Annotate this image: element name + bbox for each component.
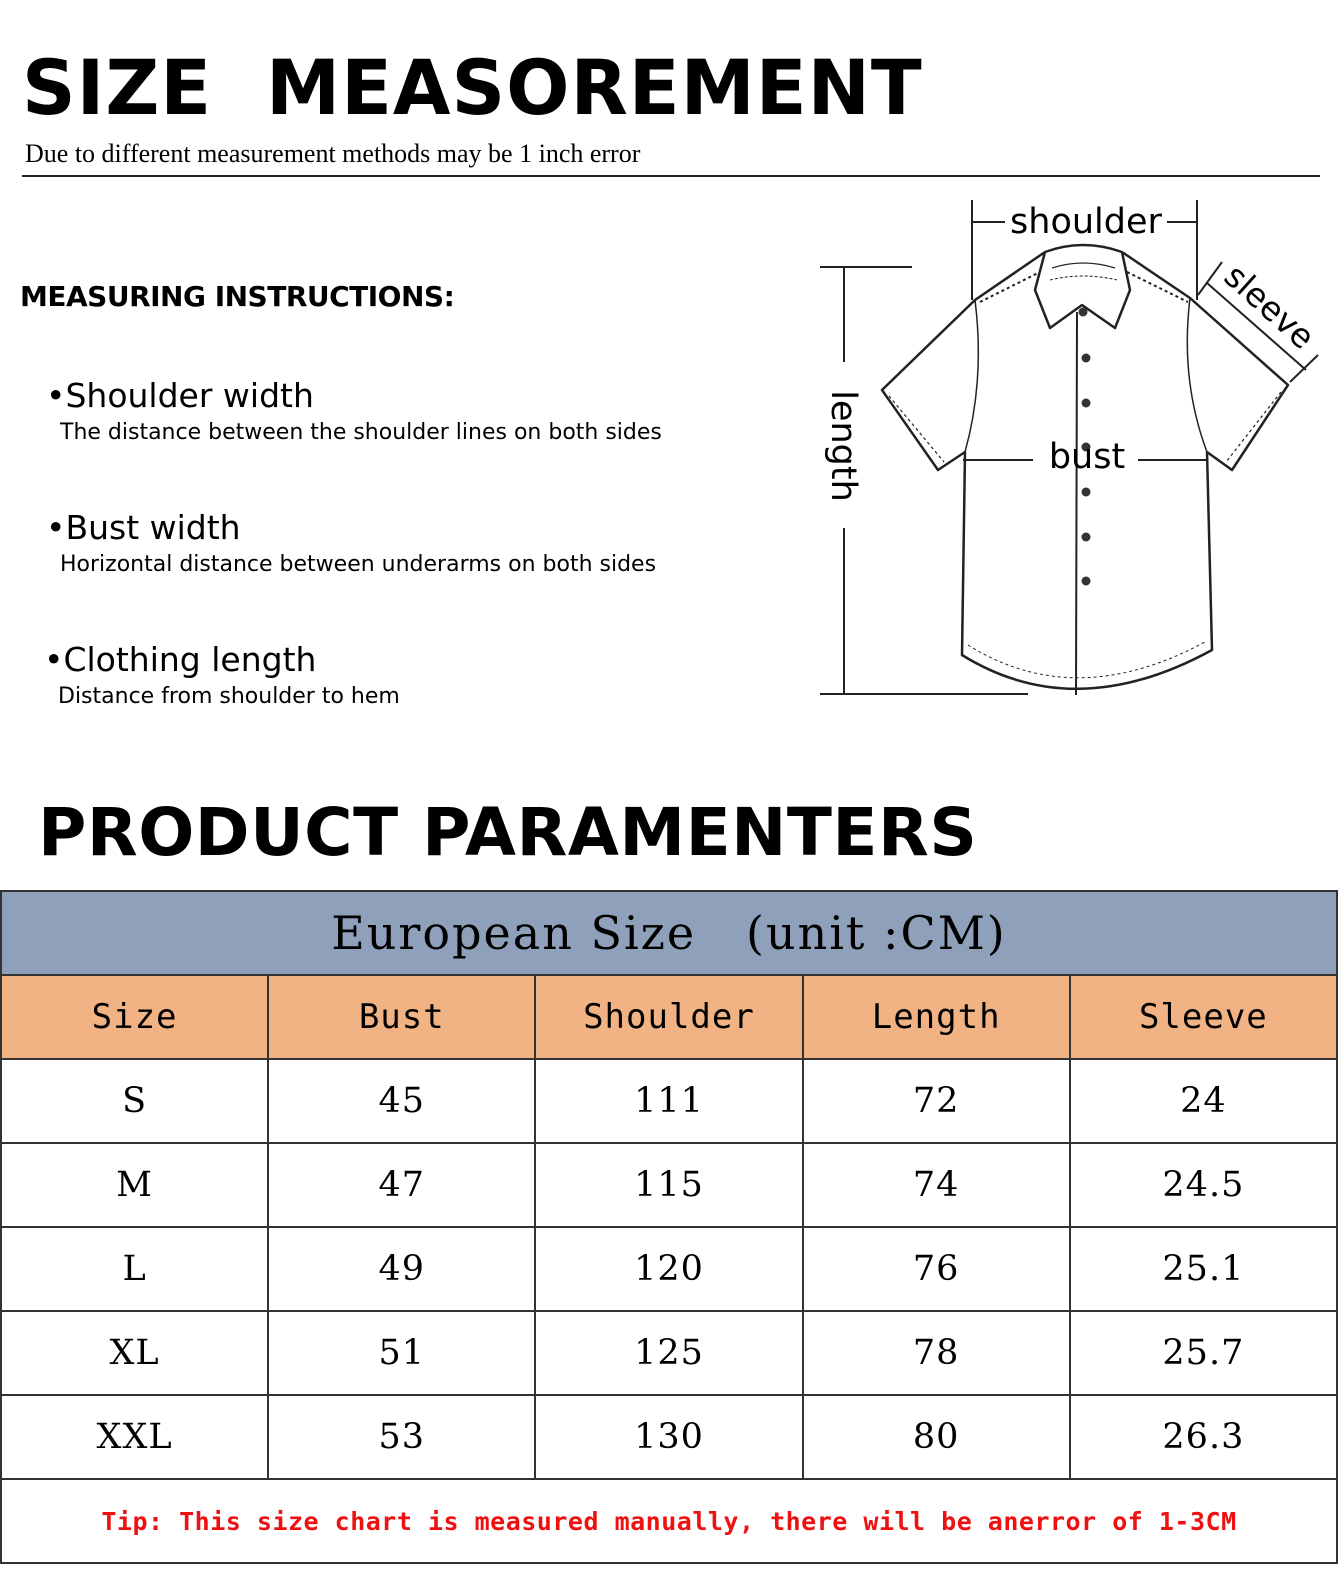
sleeve-label: sleeve (1216, 256, 1323, 357)
sleeve-cell: 26.3 (1070, 1395, 1337, 1479)
column-header-length: Length (803, 975, 1070, 1059)
instruction-length (44, 640, 400, 710)
length-cell: 74 (803, 1143, 1070, 1227)
bust-cell: 53 (268, 1395, 535, 1479)
sleeve-cell: 24 (1070, 1059, 1337, 1143)
instruction-shoulder (46, 376, 662, 446)
header-divider (22, 175, 1320, 177)
column-header-bust: Bust (268, 975, 535, 1059)
instructions-heading: MEASURING INSTRUCTIONS: (20, 280, 455, 313)
tip-row (1, 1479, 1337, 1563)
shoulder-cell: 111 (535, 1059, 802, 1143)
length-cell: 78 (803, 1311, 1070, 1395)
shoulder-cell: 120 (535, 1227, 802, 1311)
table-header-row (1, 891, 1337, 975)
instruction-title: •Bust width (46, 508, 241, 547)
shirt-measurement-diagram (800, 190, 1340, 710)
instruction-title: •Clothing length (44, 640, 317, 679)
column-header-row (1, 975, 1337, 1059)
bust-cell: 49 (268, 1227, 535, 1311)
size-cell: XXL (1, 1395, 268, 1479)
size-cell: XL (1, 1311, 268, 1395)
instruction-description: Horizontal distance between underarms on both sides (60, 551, 657, 577)
size-measurement-title: SIZE MEASOREMENT (22, 43, 923, 132)
length-label: length (823, 390, 863, 502)
measurement-error-note: Due to different measurement methods may be 1 inch error (25, 139, 641, 168)
column-header-size: Size (1, 975, 268, 1059)
shoulder-cell: 125 (535, 1311, 802, 1395)
size-cell: S (1, 1059, 268, 1143)
shoulder-cell: 130 (535, 1395, 802, 1479)
size-cell: M (1, 1143, 268, 1227)
bust-cell: 45 (268, 1059, 535, 1143)
instruction-description: Distance from shoulder to hem (58, 683, 400, 709)
bust-cell: 51 (268, 1311, 535, 1395)
table-row (1, 1143, 1337, 1227)
sleeve-cell: 24.5 (1070, 1143, 1337, 1227)
bust-label: bust (1048, 437, 1126, 477)
instruction-title: •Shoulder width (46, 376, 314, 415)
sleeve-cell: 25.7 (1070, 1311, 1337, 1395)
size-cell: L (1, 1227, 268, 1311)
column-header-shoulder: Shoulder (535, 975, 802, 1059)
table-row (1, 1395, 1337, 1479)
product-parameters-title: PRODUCT PARAMENTERS (38, 794, 978, 871)
shoulder-cell: 115 (535, 1143, 802, 1227)
table-row (1, 1059, 1337, 1143)
instruction-description: The distance between the shoulder lines on both sides (60, 419, 662, 445)
column-header-sleeve: Sleeve (1070, 975, 1337, 1059)
measurement-tip: Tip: This size chart is measured manually, there will be anerror of 1-3CM (1, 1479, 1337, 1563)
length-cell: 76 (803, 1227, 1070, 1311)
sleeve-cell: 25.1 (1070, 1227, 1337, 1311)
european-size-header: European Size (unit :CM) (1, 891, 1337, 975)
instruction-bust (46, 508, 656, 578)
length-cell: 80 (803, 1395, 1070, 1479)
shoulder-label: shoulder (1010, 202, 1162, 242)
table-row (1, 1311, 1337, 1395)
bust-cell: 47 (268, 1143, 535, 1227)
table-row (1, 1227, 1337, 1311)
size-chart-table (0, 890, 1338, 1564)
length-cell: 72 (803, 1059, 1070, 1143)
